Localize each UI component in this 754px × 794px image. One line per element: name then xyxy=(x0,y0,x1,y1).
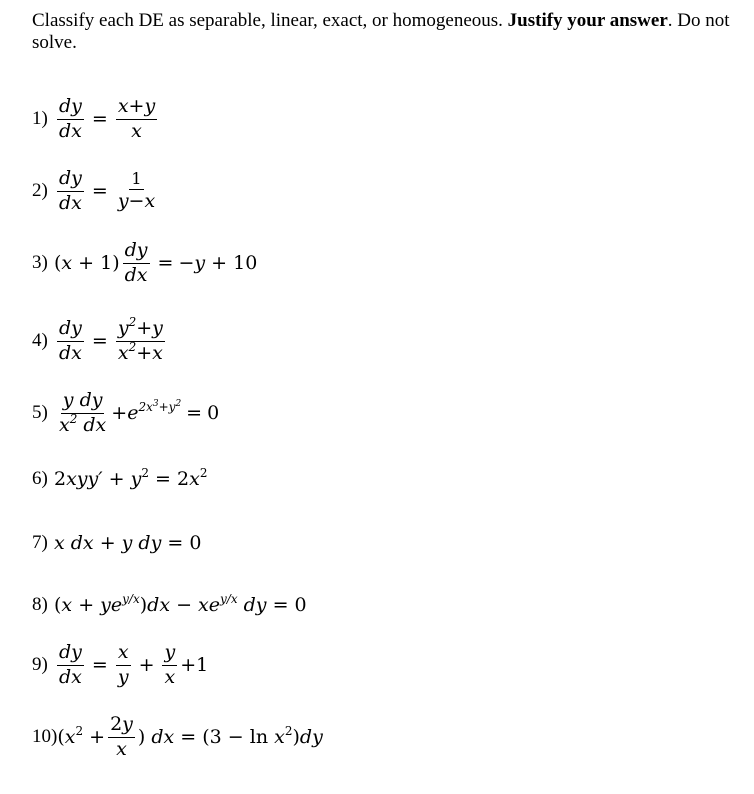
constant-term: +1 xyxy=(180,654,209,677)
problem-number: 1) xyxy=(32,108,48,130)
problem-number: 2) xyxy=(32,180,48,202)
equation-rhs: −y + 10 xyxy=(178,252,258,275)
equation: $2xyy' + y^2 = 2x^2$ xyxy=(54,466,208,490)
problem-number: 4) xyxy=(32,330,48,352)
problem-number: 7) xyxy=(32,532,48,553)
problem-number: 5) xyxy=(32,402,48,424)
problem-8 xyxy=(32,594,307,616)
equation: x dx + y dy = 0 xyxy=(54,532,202,554)
problem-9: 9) $\frac{dy}{dx}$ = $\frac{x}{y}$ + $\frac{y}{x}$ +1 xyxy=(32,641,209,688)
problem-1: 1) $\frac{dy}{dx}$ = $\frac{x+y}{x}$ xyxy=(32,95,156,142)
equation-lhs: $\frac{dy}{dx}$ xyxy=(59,641,82,688)
equation-lhs: $\frac{dy}{dx}$ xyxy=(59,167,82,214)
instructions-bold: Justify your answer xyxy=(507,10,668,31)
problem-6 xyxy=(32,468,207,490)
equation-lhs: $\frac{dy}{dx}$ xyxy=(59,95,82,142)
fraction-x-over-y: $\frac{x}{y}$ xyxy=(117,641,129,688)
fraction-2y-over-x: $\frac{2y}{x}$ xyxy=(110,713,133,760)
exponential-term: $+e^{2x^3+y^2}$ xyxy=(111,399,182,425)
fraction-y-over-x: $\frac{y}{x}$ xyxy=(164,641,176,688)
equation: $(x + ye^{y/x})dx - xe^{y/x}$ dy = 0 xyxy=(54,592,307,616)
instructions-tail: . Do not solve. xyxy=(32,10,730,53)
problem-10 xyxy=(32,714,323,761)
problem-2: 2) $\frac{dy}{dx}$ = $\frac{1}{y-x}$ xyxy=(32,167,156,214)
instructions-lead: Classify each DE as separable, linear, exact, or homogeneous. xyxy=(32,10,503,31)
equation-rhs: $\frac{y^2+y}{x^2+x}$ xyxy=(117,315,163,364)
equation-lhs: (x + 1) xyxy=(54,252,120,275)
problem-number: 6) xyxy=(32,468,48,489)
instructions xyxy=(32,10,732,54)
problem-3: 3) (x + 1) $\frac{dy}{dx}$ = −y + 10 xyxy=(32,239,258,286)
problem-number: 3) xyxy=(32,252,48,274)
equation-rhs: 0 xyxy=(207,402,220,425)
problem-4: 4) $\frac{dy}{dx}$ = $\frac{y^2+y}{x^2+x}$ xyxy=(32,315,163,364)
equation-lhs: $\frac{\text{y dy}}{x^2 dx}$ xyxy=(59,389,107,436)
equation-lhs: $\frac{dy}{dx}$ xyxy=(59,317,82,364)
equation-rhs: $\frac{1}{y-x}$ xyxy=(117,168,156,213)
problem-5: 5) $\frac{\text{y dy}}{x^2 dx}$ $+e^{2x^3+y^2}$ = 0 xyxy=(32,389,220,436)
problem-number: 8) xyxy=(32,594,48,615)
problem-number: 9) xyxy=(32,654,48,676)
equation-rhs: $\frac{x+y}{x}$ xyxy=(117,95,156,142)
derivative: $\frac{dy}{dx}$ xyxy=(124,239,148,286)
equation-rhs: ) dx = $(3 - \ln x^2)dy$ xyxy=(137,724,323,749)
problem-number: 10) xyxy=(32,726,58,748)
problem-7 xyxy=(32,532,201,554)
equation-lhs: ($x^2$ + xyxy=(57,724,106,749)
